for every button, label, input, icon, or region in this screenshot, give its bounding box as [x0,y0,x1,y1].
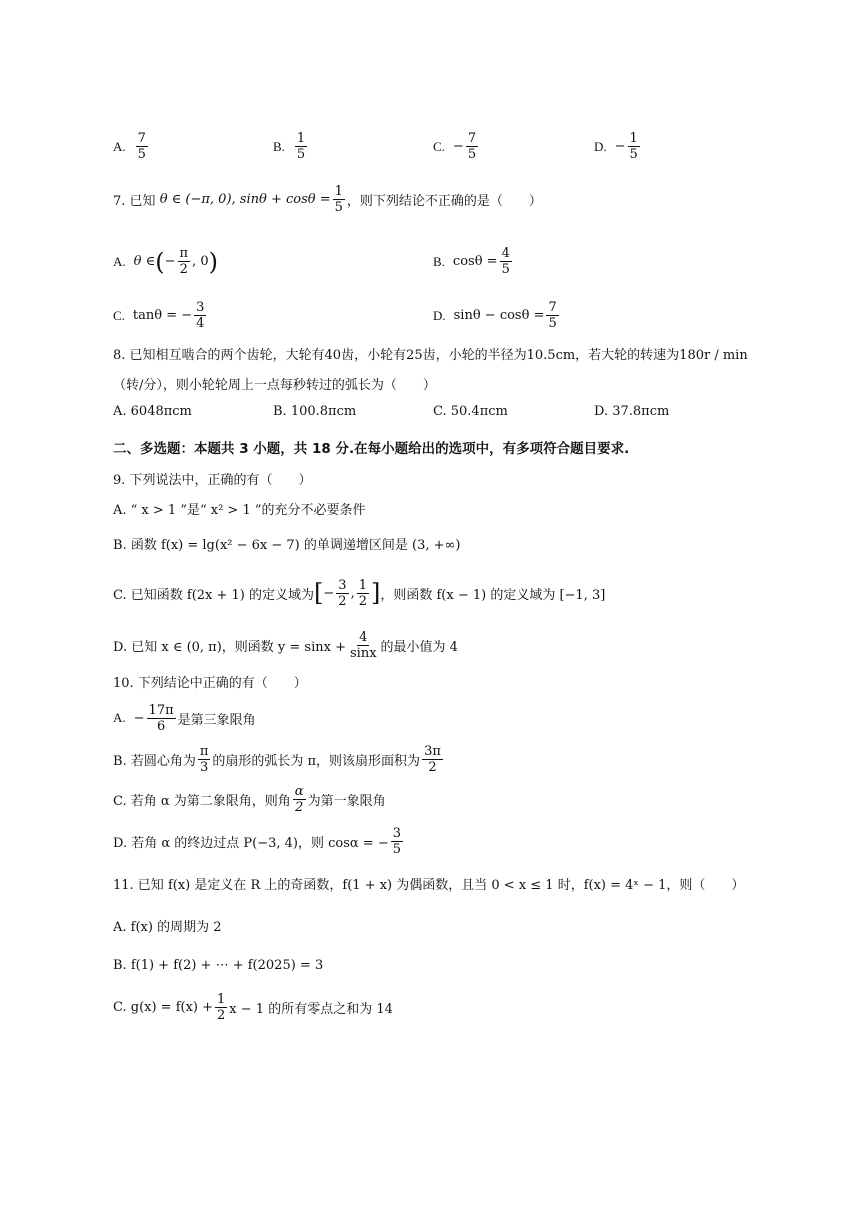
q7-option-a[interactable]: A. θ ∈ ( − $\frac{\pi}{2}$ , 0 ) [113,246,218,277]
option-text: C. 若角 α 为第二象限角，则角 [113,793,291,809]
option-text: θ ∈ [133,254,156,269]
denominator: 5 [296,147,306,162]
right-paren: ) [208,247,218,276]
q7-prefix: 7. 已知 [113,193,156,209]
q7-suffix: ，则下列结论不正确的是（ ） [346,193,542,209]
fraction [466,131,478,162]
denominator: 5 [334,199,343,215]
denominator: 2 [428,759,437,775]
option-text: C. 已知函数 f(2x + 1) 的定义域为 [113,587,314,603]
fraction [333,184,345,215]
left-paren: ( [155,247,165,276]
q9-option-d[interactable] [113,629,458,661]
fraction [215,992,227,1023]
option-label: B. [433,253,445,269]
denominator: 2 [358,593,367,609]
option-text: x − 1 的所有零点之和为 14 [229,1001,393,1017]
option-text: tanθ = − [132,308,193,323]
right-bracket: ] [370,579,381,607]
option-label: A. [113,253,126,269]
q7-stem [113,183,542,215]
q10-option-c[interactable] [113,783,386,815]
q9-stem: 9. 下列说法中，正确的有（ ） [113,472,312,488]
numerator: 3 [196,300,205,315]
option-text: D. 已知 x ∈ (0, π)，则函数 y = sinx + [113,639,346,655]
numerator: 4 [359,629,368,645]
q11-option-c[interactable] [113,991,393,1023]
denominator: 3 [199,759,209,775]
numerator: 4 [501,246,510,261]
option-label: C. [433,138,445,154]
q8-option-d[interactable]: D. 37.8πcm [594,404,670,419]
numerator: 1 [334,183,343,199]
numerator: α [294,783,304,799]
option-label: D. [433,307,446,323]
option-label: D. [594,138,607,154]
numerator: 1 [629,131,638,146]
numerator: 7 [548,300,557,315]
q7-option-b[interactable] [433,246,514,277]
q8-stem-line1: 8. 已知相互啮合的两个齿轮，大轮有40齿，小轮有25齿，小轮的半径为10.5cm，若大轮的转速为180r / min [113,347,748,363]
fraction [194,300,206,331]
fraction [295,131,307,162]
q8-option-b[interactable]: B. 100.8πcm [273,404,357,419]
denominator: 2 [217,1007,226,1023]
denominator: 5 [137,147,146,162]
minus-sign: − [452,139,464,154]
numerator: π [179,246,189,261]
q6-option-d[interactable] [594,131,642,162]
option-text: 是第三象限角 [177,712,256,728]
fraction [500,246,512,277]
option-label: A. [113,710,126,725]
q7-option-d[interactable] [433,300,561,331]
minus-sign: − [614,139,626,154]
q11-option-a[interactable]: A. f(x) 的周期为 2 [113,919,222,935]
q8-stem-line2: （转/分），则小轮轮周上一点每秒转过的弧长为（ ） [113,377,436,393]
numerator: 1 [296,131,306,146]
numerator: 7 [137,131,146,146]
fraction [391,826,403,857]
q6-option-c[interactable] [433,131,480,162]
option-text: B. 若圆心角为 [113,753,196,769]
numerator: 17π [148,702,174,718]
fraction [357,578,369,609]
q9-option-b[interactable]: B. 函数 f(x) = lg(x² − 6x − 7) 的单调递增区间是 (3, +∞) [113,537,461,553]
q10-stem: 10. 下列结论中正确的有（ ） [113,675,307,691]
q10-option-d[interactable] [113,825,405,857]
option-text: D. 若角 α 的终边过点 P(−3, 4)，则 cosα = − [113,835,389,851]
denominator: 5 [467,147,477,162]
q8-option-a[interactable]: A. 6048πcm [113,404,192,419]
q6-option-a[interactable] [113,131,150,162]
denominator: 2 [338,593,347,609]
q10-option-b[interactable] [113,743,445,775]
q7-option-c[interactable] [113,300,208,331]
numerator: 3 [338,577,347,593]
numerator: π [199,743,209,759]
q9-option-a[interactable]: A. “ x > 1 ”是“ x² > 1 ”的充分不必要条件 [113,502,366,518]
option-text: cosθ = [452,254,498,269]
denominator: 2 [295,799,304,815]
option-text: sinθ − cosθ = [453,308,545,323]
option-label: A. [113,138,126,154]
q9-option-c[interactable]: C. 已知函数 f(2x + 1) 的定义域为 [ − $\frac{3}{2}$ , $\frac{1}{2}$ ] ，则函数 f(x − 1) 的定义域为 [−1, 3] [113,577,606,609]
denominator: 5 [392,841,402,857]
q8-option-c[interactable]: C. 50.4πcm [433,404,508,419]
left-bracket: [ [314,579,324,607]
q7-condition: θ ∈ (−π, 0), sinθ + cosθ = [159,191,331,207]
denominator: 2 [179,262,188,277]
fraction [546,300,558,331]
option-text: 的扇形的弧长为 π，则该扇形面积为 [212,753,421,769]
option-text: ，则函数 f(x − 1) 的定义域为 [−1, 3] [380,587,606,603]
option-text: C. g(x) = f(x) + [113,999,214,1015]
fraction [628,131,640,162]
fraction [336,578,348,609]
fraction [178,246,191,277]
fraction [422,744,443,775]
denominator: 6 [156,718,166,734]
option-label: B. [273,138,285,154]
q6-option-b[interactable] [273,131,309,162]
fraction [136,131,148,162]
denominator: 5 [548,316,557,331]
q11-option-b[interactable]: B. f(1) + f(2) + ⋯ + f(2025) = 3 [113,957,324,973]
option-text: 为第一象限角 [307,793,386,809]
numerator: 1 [358,577,367,593]
fraction [293,784,306,815]
q10-option-a[interactable]: A. − $\frac{17\pi}{6}$ 是第三象限角 [113,702,256,734]
option-text: , 0 [192,254,209,269]
numerator: 1 [217,991,226,1007]
fraction [147,703,176,734]
denominator: 4 [196,316,205,331]
fraction [198,744,211,775]
option-label: C. [113,307,125,323]
fraction [348,630,379,661]
option-text: 的最小值为 4 [380,639,458,655]
q11-stem: 11. 已知 f(x) 是定义在 R 上的奇函数，f(1 + x) 为偶函数，且当 0 < x ≤ 1 时，f(x) = 4ˣ − 1，则（ ） [113,877,745,893]
denominator: 5 [501,262,510,277]
numerator: 3 [392,825,402,841]
denominator: 5 [629,147,638,162]
denominator: sinx [350,645,377,661]
section-heading: 二、多选题：本题共 3 小题，共 18 分.在每小题给出的选项中，有多项符合题目要求. [113,441,630,457]
numerator: 3π [424,743,441,759]
numerator: 7 [467,131,477,146]
